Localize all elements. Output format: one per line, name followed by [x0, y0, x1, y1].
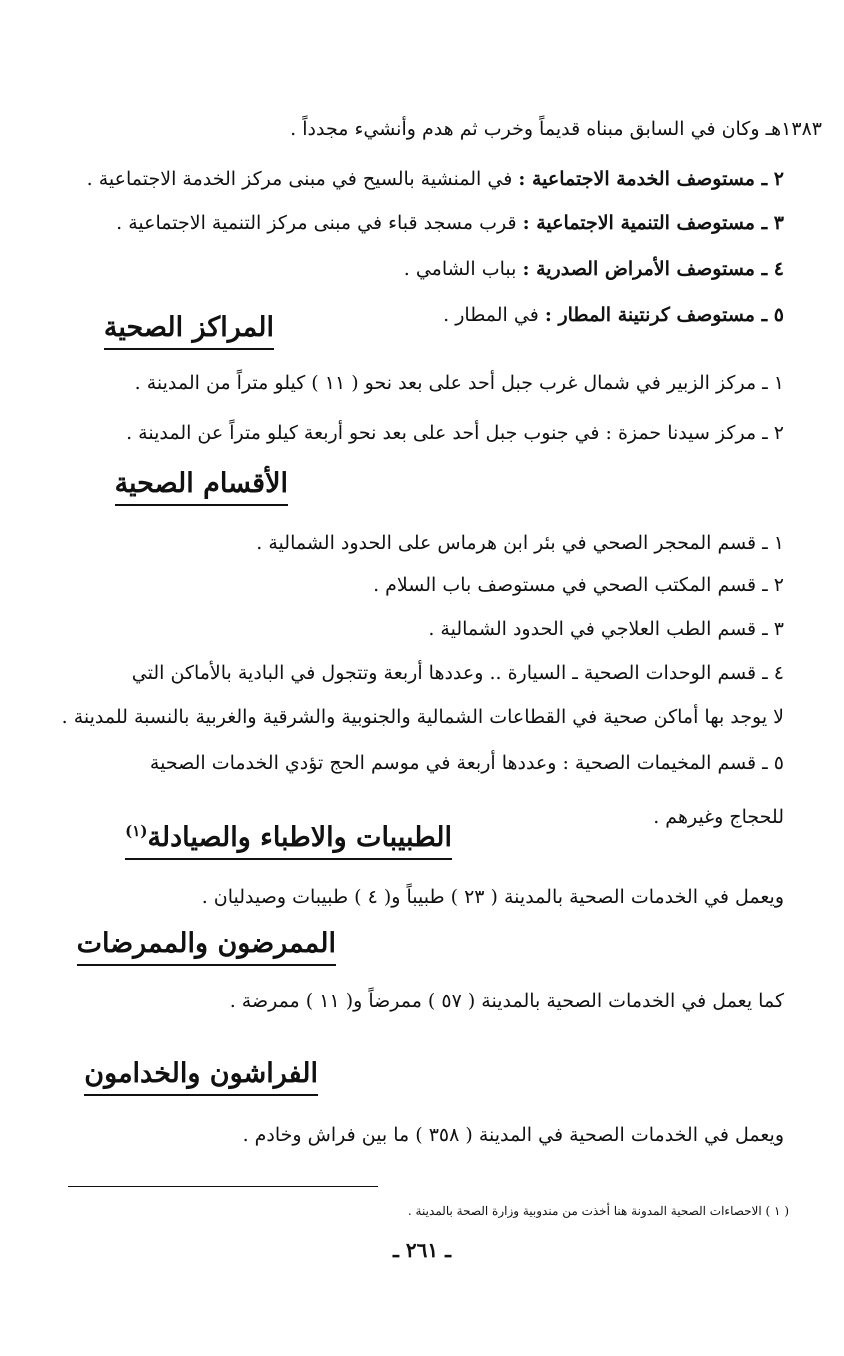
section-item: للحجاج وغيرهم .	[653, 806, 784, 828]
health-center-item: ١ ـ مركز الزبير في شمال غرب جبل أحد على بعد نحو ( ١١ ) كيلو متراً من المدينة .	[134, 372, 784, 394]
page-number: ـ ٢٦١ ـ	[393, 1238, 451, 1262]
section-item: لا يوجد بها أماكن صحية في القطاعات الشمالية والجنوبية والشرقية والغربية بالنسبة للمدينة .	[61, 706, 784, 728]
hospital-detail: في المطار .	[443, 304, 539, 326]
intro-line: ١٣٨٣هـ وكان في السابق مبناه قديماً وخرب ثم هدم وأنشيء مجدداً .	[290, 118, 822, 140]
heading-doctors-text: الطبيبات والاطباء والصيادلة	[147, 822, 452, 853]
heading-health-sections: الأقسام الصحية	[115, 468, 288, 506]
footnote-marker: (١)	[125, 822, 148, 840]
servants-text: ويعمل في الخدمات الصحية في المدينة ( ٣٥٨ ) ما بين فراش وخادم .	[242, 1124, 784, 1146]
hospital-name: ٤ ـ مستوصف الأمراض الصدرية :	[522, 258, 784, 280]
hospital-detail: في المنشية بالسيح في مبنى مركز الخدمة الاجتماعية .	[86, 168, 513, 190]
hospital-name: ٥ ـ مستوصف كرنتينة المطار :	[544, 304, 784, 326]
hospital-item	[87, 168, 784, 191]
section-item: ٥ ـ قسم المخيمات الصحية : وعددها أربعة في موسم الحج تؤدي الخدمات الصحية	[149, 752, 784, 774]
heading-health-centers: المراكز الصحية	[104, 312, 274, 350]
heading-nurses: الممرضون والممرضات	[77, 928, 336, 966]
health-center-item: ٢ ـ مركز سيدنا حمزة : في جنوب جبل أحد على بعد نحو أربعة كيلو متراً عن المدينة .	[126, 422, 784, 444]
section-item: ١ ـ قسم المحجر الصحي في بئر ابن هرماس على الحدود الشمالية .	[256, 532, 784, 554]
section-item: ٤ ـ قسم الوحدات الصحية ـ السيارة .. وعددها أربعة وتتجول في البادية بالأماكن التي	[131, 662, 784, 684]
hospital-name: ٢ ـ مستوصف الخدمة الاجتماعية :	[518, 168, 784, 190]
section-item: ٣ ـ قسم الطب العلاجي في الحدود الشمالية .	[428, 618, 784, 640]
doctors-text: ويعمل في الخدمات الصحية بالمدينة ( ٢٣ ) طبيباً و( ٤ ) طبيبات وصيدليان .	[201, 886, 784, 908]
hospital-detail: بباب الشامي .	[403, 258, 517, 280]
hospital-item	[116, 212, 784, 235]
hospital-item	[404, 258, 784, 281]
hospital-item	[443, 304, 784, 327]
heading-servants: الفراشون والخدامون	[84, 1058, 318, 1096]
nurses-text: كما يعمل في الخدمات الصحية بالمدينة ( ٥٧ ) ممرضاً و( ١١ ) ممرضة .	[229, 990, 784, 1012]
hospital-name: ٣ ـ مستوصف التنمية الاجتماعية :	[522, 212, 784, 234]
section-item: ٢ ـ قسم المكتب الصحي في مستوصف باب السلام .	[373, 574, 784, 596]
heading-doctors	[125, 822, 452, 860]
footnote: ( ١ ) الاحصاءات الصحية المدونة هنا أخذت من مندوبية وزارة الصحة بالمدينة .	[407, 1204, 789, 1218]
hospital-detail: قرب مسجد قباء في مبنى مركز التنمية الاجتماعية .	[116, 212, 517, 234]
footnote-divider	[68, 1186, 378, 1187]
